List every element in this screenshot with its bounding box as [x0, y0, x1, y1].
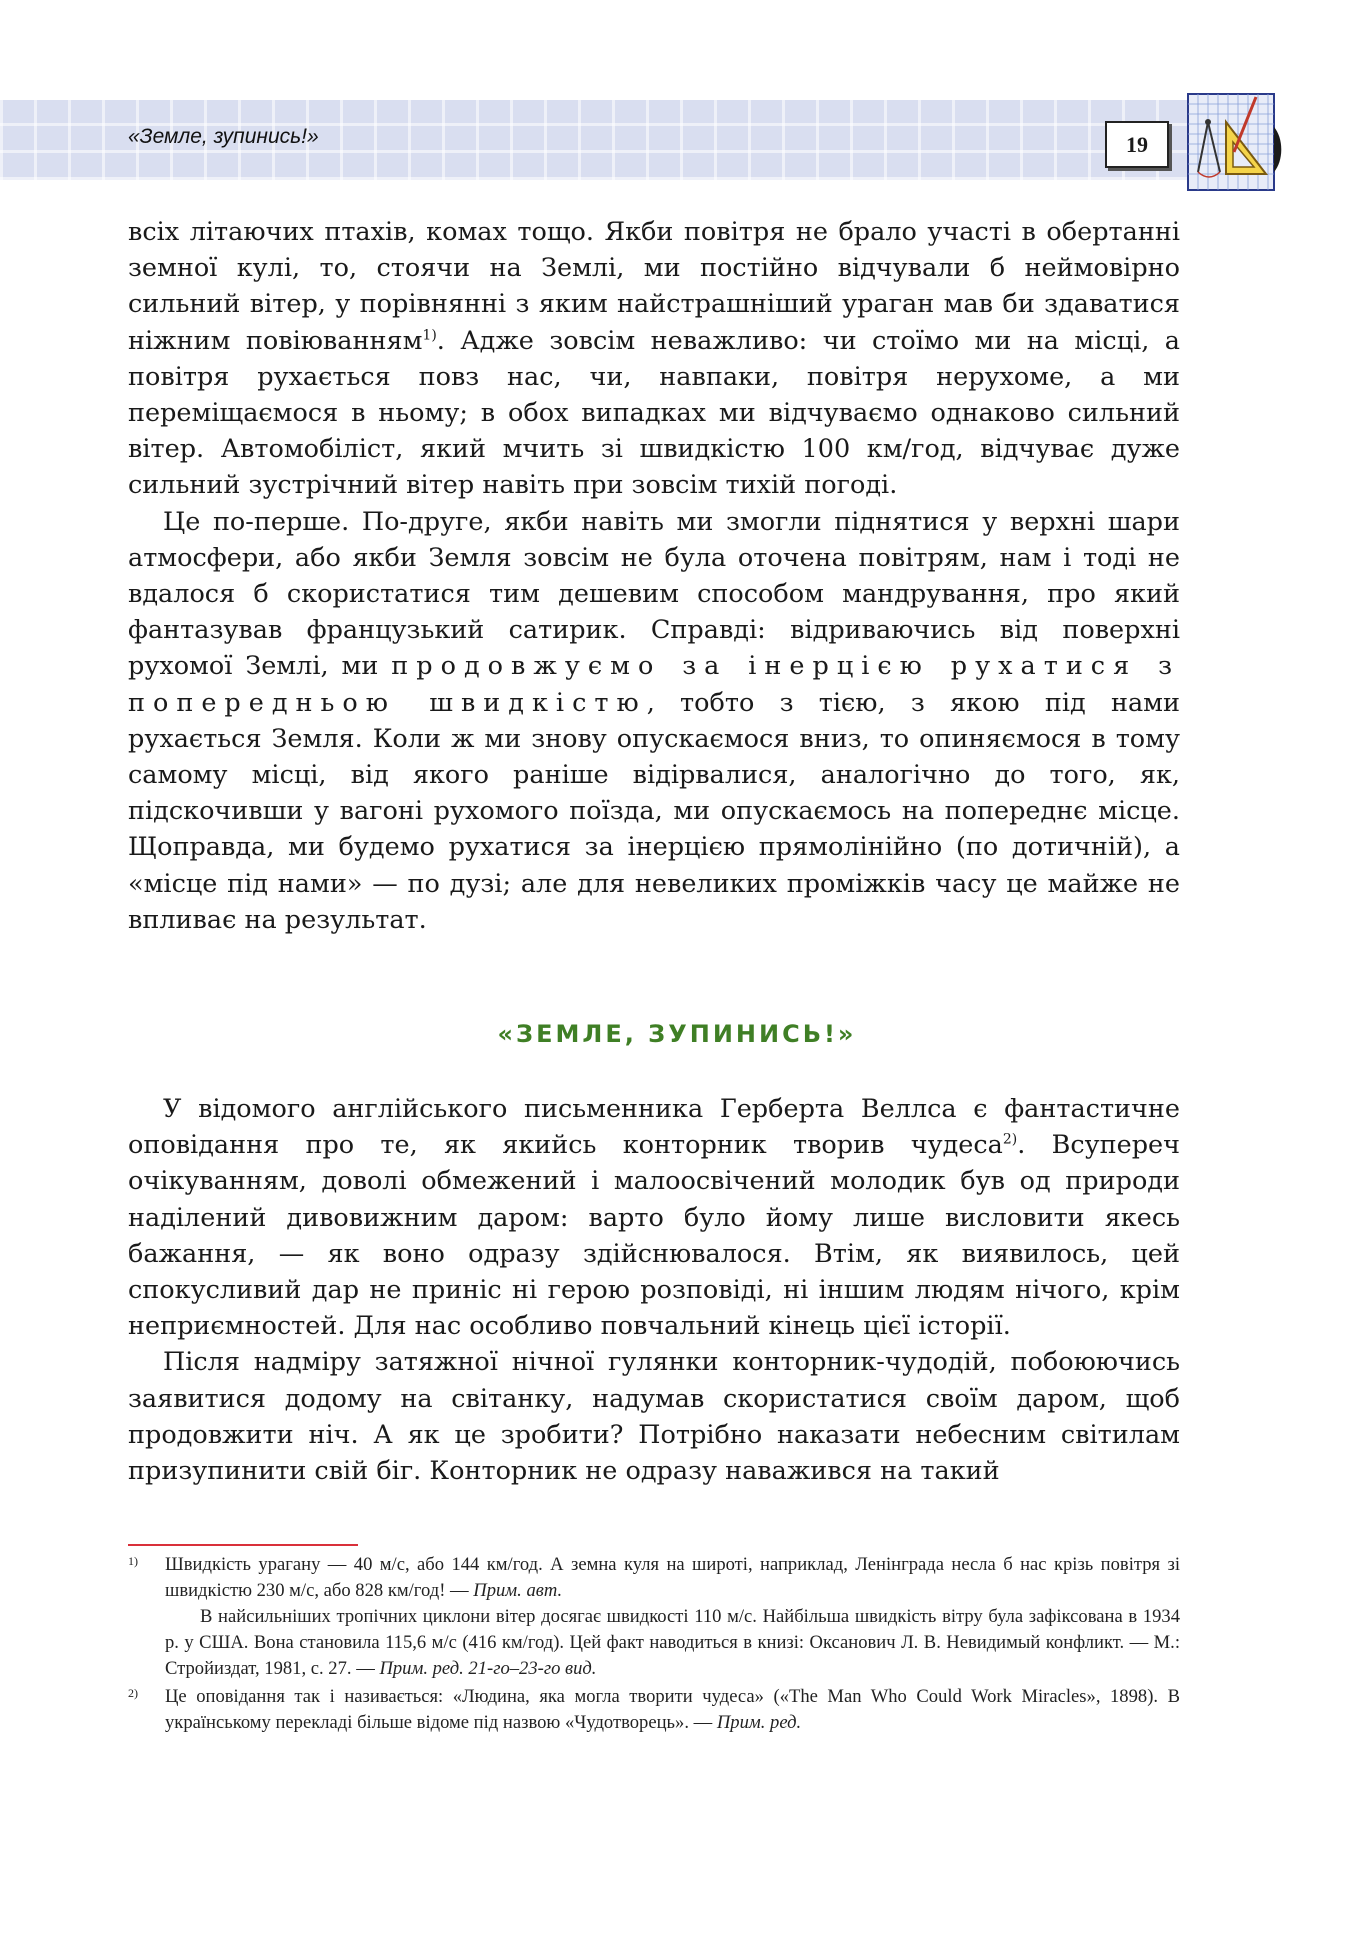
emphasis-spaced-text: продовжуємо за інерцією рухатися з попередньою швидкістю [128, 651, 1181, 718]
footnote-note: Прим. ред. 21-го–23-го вид. [379, 1658, 597, 1679]
footnote-note: Прим. ред. [716, 1712, 802, 1733]
footnote-text: Швидкість урагану — 40 м/с, або 144 км/год. А земна куля на широті, наприклад, Ленінграда несла б нас крізь повітря зі швидкістю 230 м/с, або 828 км/год! — [165, 1554, 1180, 1601]
footnote-1 [128, 1552, 1180, 1604]
paragraph-text: У відомого англійського письменника Герберта Веллса є фантастичне оповідання про те, як якийсь конторник творив чудеса [128, 1094, 1180, 1161]
paragraph-text: всіх літаючих птахів, комах тощо. Якби повітря не брало участі в обертанні земної кулі, то, стоячи на Землі, ми постійно відчували б неймовірно сильний вітер, у порівнянні з яким найстрашніший ураган мав би здаватися ніжним повіюванням [128, 217, 1180, 356]
body-text-section [128, 1091, 1180, 1489]
page-number: 19 [1105, 121, 1169, 168]
paragraph [128, 214, 1180, 504]
footnote-note: Прим. авт. [473, 1580, 563, 1601]
paragraph [128, 504, 1180, 938]
footnote-mark: 1) [128, 1554, 138, 1568]
running-title: «Земле, зупинись!» [128, 125, 319, 148]
section-heading: «ЗЕМЛЕ, ЗУПИНИСЬ!» [497, 1020, 857, 1048]
paragraph: Після надміру затяжної нічної гулянки конторник-чудодій, побоюючись заявитися додому на світанку, надумав скористатися своїм даром, щоб продовжити ніч. А як це зробити? Потрібно наказати небесним світилам призупинити свій біг. Конторник не одразу наважився на такий [128, 1347, 1180, 1487]
footnote-2 [128, 1684, 1180, 1736]
paragraph [128, 1091, 1180, 1344]
drafting-tools-icon [1186, 92, 1294, 192]
body-text-top [128, 214, 1180, 938]
footnote-mark: 2) [128, 1686, 138, 1700]
footnote-ref: 2) [1002, 1131, 1018, 1148]
paragraph-text: , тобто з тією, з якою під нами рухається Земля. Коли ж ми знову опускаємося вниз, то опиняємося в тому самому місці, від якого раніше відірвалися, аналогічно до того, як, підскочивши у вагоні рухомого поїзда, ми опускаємось на попереднє місце. Щоправда, ми будемо рухатися за інерцією прямолінійно (по дотичній), а «місце під нами» — по дузі; але для невеликих проміжків часу це майже не впливає на результат. [128, 687, 1180, 935]
paragraph-text: Це по-перше. По-друге, якби навіть ми змогли піднятися у верхні шари атмосфери, або якби Земля зовсім не була оточена повітрям, нам і тоді не вдалося б скористатися тим дешевим способом мандрування, про який фантазував французький сатирик. Справді: відриваючись від поверхні рухомої Землі, ми [128, 506, 1180, 682]
paragraph-text: . Всупереч очікуванням, доволі обмежений і малоосвічений молодик був од природи наділений дивовижним даром: варто було йому лише висловити якесь бажання, — як воно одразу здійснювалося. Втім, як виявилось, цей спокусливий дар не приніс ні герою розповіді, ні іншим людям нічого, крім неприємностей. Для нас особливо повчальний кінець цієї історії. [128, 1130, 1180, 1342]
footnote-text: Це оповідання так і називається: «Людина, яка могла творити чудеса» («The Man Who Could Work Miracles», 1898). В українському перекладі більше відоме під назвою «Чудотворець». — [165, 1686, 1180, 1733]
footnote-ref: 1) [422, 327, 437, 344]
footnote-text: В найсильніших тропічних циклони вітер досягає швидкості 110 м/с. Найбільша швидкість вітру була зафіксована в 1934 р. у США. Вона становила 115,6 м/с (416 км/год). Цей факт наводиться в книзі: Оксанович Л. В. Невидимый конфликт. — М.: Стройиздат, 1981, с. 27. — [165, 1606, 1180, 1679]
footnote-1-continued [128, 1604, 1180, 1682]
footnotes [128, 1552, 1180, 1736]
paragraph-text: . Адже зовсім неважливо: чи стоїмо ми на місці, а повітря рухається повз нас, чи, навпаки, повітря нерухоме, а ми переміщаємося в ньому; в обох випадках ми відчуваємо однаково сильний вітер. Автомобіліст, який мчить зі швидкістю 100 км/год, відчуває дуже сильний зустрічний вітер навіть при зовсім тихій погоді. [128, 325, 1180, 501]
footnote-divider [128, 1544, 358, 1546]
